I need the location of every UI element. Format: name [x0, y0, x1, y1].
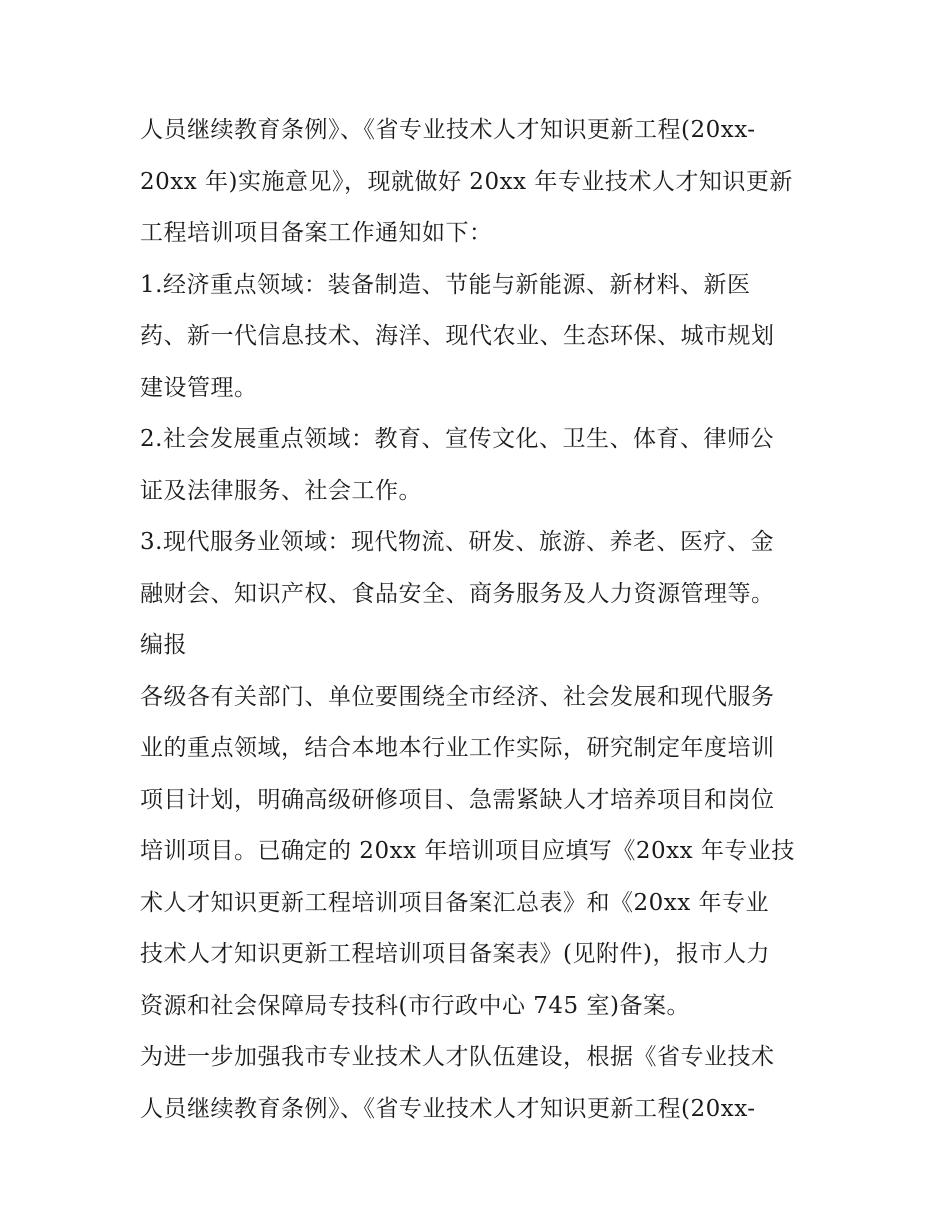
- text-line: 证及法律服务、社会工作。: [140, 477, 422, 504]
- text-line: 融财会、知识产权、食品安全、商务服务及人力资源管理等。: [140, 580, 775, 607]
- text-line: 资源和社会保障局专技科(市行政中心 745 室)备案。: [140, 992, 690, 1019]
- text-line: 技术人才知识更新工程培训项目备案表》(见附件)，报市人力: [140, 941, 770, 967]
- text-line: 20xx 年)实施意见》，现就做好 20xx 年专业技术人才知识更新: [140, 168, 793, 195]
- section-heading: 编报: [140, 632, 187, 658]
- text-line: 1.经济重点领域：装备制造、节能与新能源、新材料、新医: [140, 271, 751, 298]
- text-line: 2.社会发展重点领域：教育、宣传文化、卫生、体育、律师公: [140, 426, 774, 452]
- text-line: 为进一步加强我市专业技术人才队伍建设，根据《省专业技术: [140, 1044, 775, 1070]
- text-line: 项目计划，明确高级研修项目、急需紧缺人才培养项目和岗位: [140, 786, 775, 813]
- text-line: 术人才知识更新工程培训项目备案汇总表》和《20xx 年专业: [140, 889, 770, 916]
- text-line: 药、新一代信息技术、海洋、现代农业、生态环保、城市规划: [140, 323, 775, 349]
- text-line: 培训项目。已确定的 20xx 年培训项目应填写《20xx 年专业技: [140, 838, 795, 864]
- text-line: 人员继续教育条例》、《省专业技术人才知识更新工程(20xx-: [140, 117, 756, 143]
- text-line: 工程培训项目备案工作通知如下：: [140, 220, 493, 246]
- text-line: 建设管理。: [140, 374, 258, 401]
- text-line: 业的重点领域，结合本地本行业工作实际，研究制定年度培训: [140, 735, 775, 761]
- document-body: [140, 105, 820, 1135]
- text-line: 各级各有关部门、单位要围绕全市经济、社会发展和现代服务: [140, 683, 775, 710]
- text-line: 3.现代服务业领域：现代物流、研发、旅游、养老、医疗、金: [140, 529, 774, 555]
- text-line: 人员继续教育条例》、《省专业技术人才知识更新工程(20xx-: [140, 1095, 756, 1122]
